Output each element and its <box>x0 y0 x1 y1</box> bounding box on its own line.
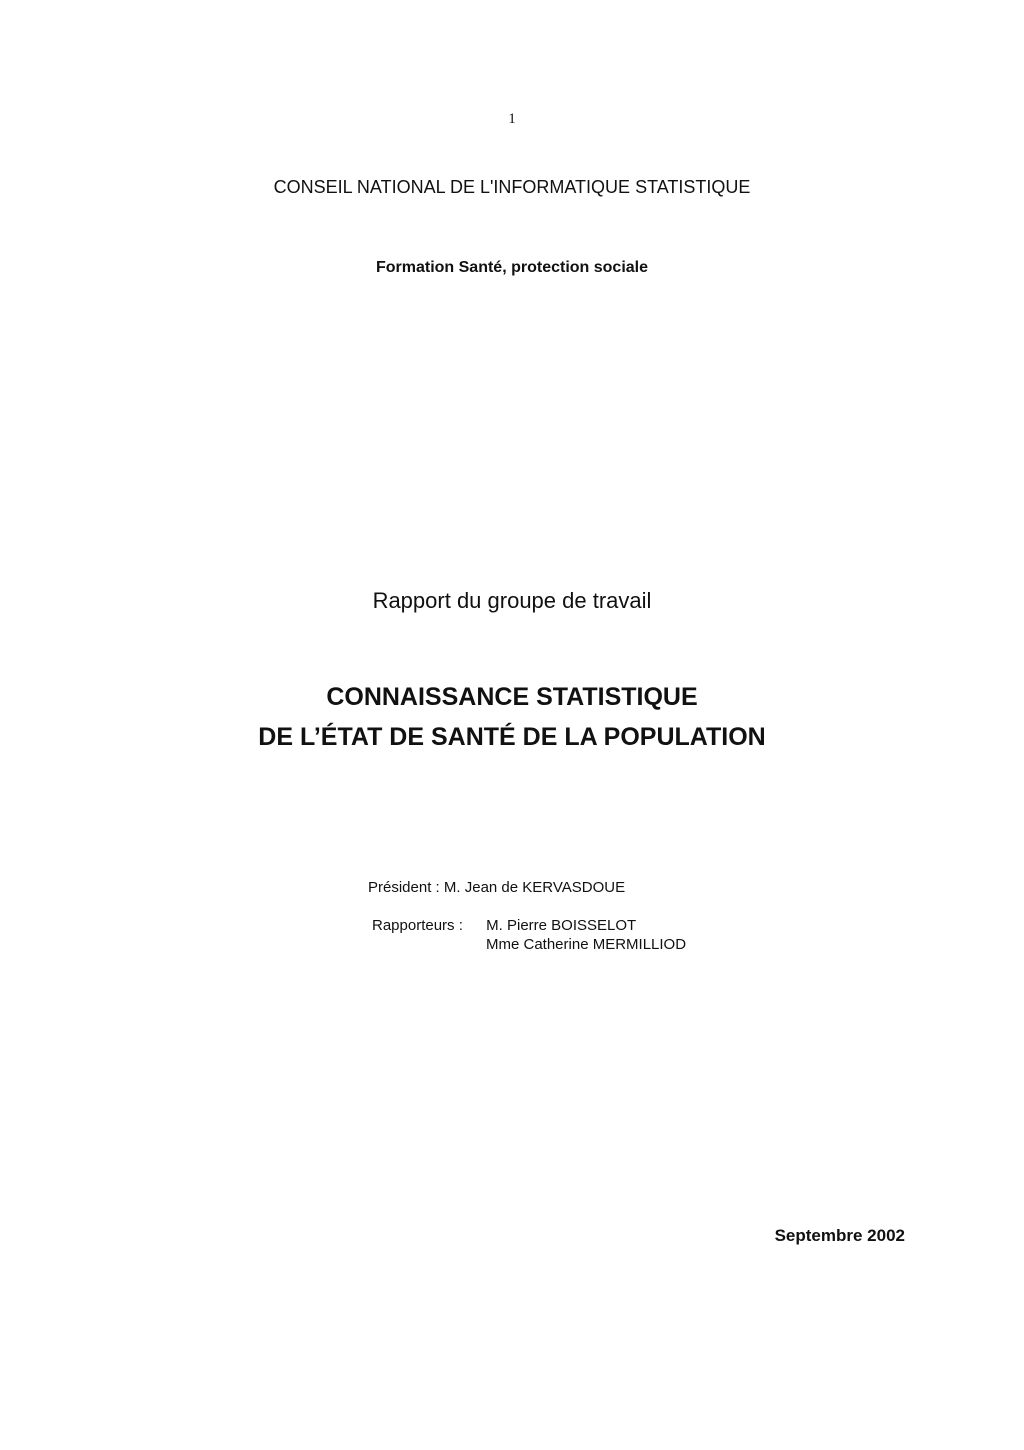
report-type: Rapport du groupe de travail <box>372 588 652 613</box>
president-row <box>368 878 686 897</box>
rapporteur-name: M. Pierre BOISSELOT <box>486 917 637 934</box>
report-title-line-2: DE L’ÉTAT DE SANTÉ DE LA POPULATION <box>258 723 766 751</box>
rapporteurs-label: Rapporteurs : <box>372 917 463 934</box>
rapporteurs-row <box>372 916 686 935</box>
rapporteur-name: Mme Catherine MERMILLIOD <box>486 936 687 953</box>
page-number: 1 <box>508 111 516 127</box>
report-title-line-1: CONNAISSANCE STATISTIQUE <box>326 683 698 711</box>
president-name: M. Jean de KERVASDOUE <box>443 879 626 896</box>
formation-name: Formation Santé, protection sociale <box>375 259 649 276</box>
president-label: Président : <box>368 879 440 896</box>
rapporteurs-block <box>372 916 686 954</box>
committee-block <box>368 878 686 954</box>
council-name: CONSEIL NATIONAL DE L'INFORMATIQUE STATISTIQUE <box>273 177 751 197</box>
publication-date: Septembre 2002 <box>774 1226 905 1245</box>
